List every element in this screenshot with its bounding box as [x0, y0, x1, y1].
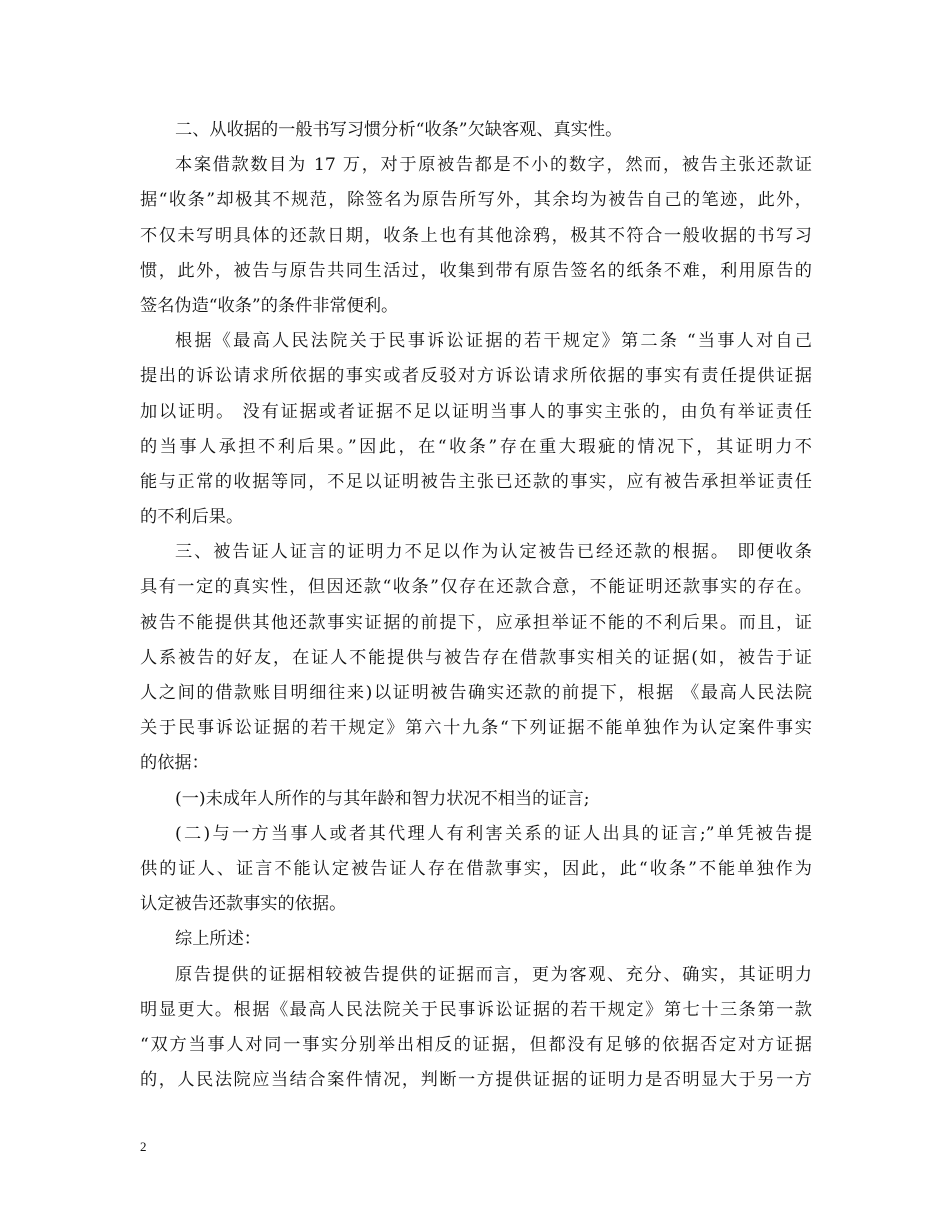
text-line: 人之间的借款账目明细往来)以证明被告确实还款的前提下，根据 《最高人民法院	[140, 683, 812, 703]
text-line: 被告不能提供其他还款事实证据的前提下，应承担举证不能的不利后果。而且，证	[140, 612, 812, 633]
text-line: 的不利后果。	[140, 507, 244, 528]
text-line: 具有一定的真实性，但因还款“收条”仅存在还款合意，不能证明还款事实的存在。	[140, 577, 812, 598]
text-line: 综上所述：	[175, 929, 261, 950]
text-line: 认定被告还款事实的依据。	[140, 894, 347, 915]
page-number: 2	[140, 1139, 147, 1154]
text-line: (一)未成年人所作的与其年龄和智力状况不相当的证言;	[175, 788, 590, 809]
text-line: 的依据：	[140, 753, 209, 774]
text-line: 的，人民法院应当结合案件情况，判断一方提供证据的证明力是否明显大于另一方	[140, 1070, 812, 1091]
body-text	[140, 113, 812, 1098]
text-line: 三、被告证人证言的证明力不足以作为认定被告已经还款的根据。 即便收条	[175, 542, 812, 563]
text-line: 明显更大。根据《最高人民法院关于民事诉讼证据的若干规定》第七十三条第一款	[140, 999, 812, 1020]
text-line: “双方当事人对同一事实分别举出相反的证据，但都没有足够的依据否定对方证据	[140, 1034, 812, 1055]
text-line: 二、从收据的一般书写习惯分析“收条”欠缺客观、真实性。	[175, 120, 623, 140]
text-line: 根据《最高人民法院关于民事诉讼证据的若干规定》第二条 “当事人对自己	[175, 331, 812, 352]
text-line: 本案借款数目为 17 万，对于原被告都是不小的数字，然而，被告主张还款证	[175, 155, 812, 176]
text-line: 能与正常的收据等同，不足以证明被告主张已还款的事实，应有被告承担举证责任	[140, 471, 812, 492]
text-line: 不仅未写明具体的还款日期，收条上也有其他涂鸦，极其不符合一般收据的书写习	[140, 225, 812, 246]
text-line: 原告提供的证据相较被告提供的证据而言，更为客观、充分、确实，其证明力	[175, 964, 812, 985]
text-line: 人系被告的好友，在证人不能提供与被告存在借款事实相关的证据(如，被告于证	[140, 647, 812, 668]
text-line: 的当事人承担不利后果。”因此，在“收条”存在重大瑕疵的情况下，其证明力不	[140, 436, 812, 457]
text-line: 惯，此外，被告与原告共同生活过，收集到带有原告签名的纸条不难，利用原告的	[140, 260, 812, 281]
text-line: 关于民事诉讼证据的若干规定》第六十九条“下列证据不能单独作为认定案件事实	[140, 718, 812, 739]
text-line: 提出的诉讼请求所依据的事实或者反驳对方诉讼请求所依据的事实有责任提供证据	[140, 366, 812, 387]
text-line: 加以证明。 没有证据或者证据不足以证明当事人的事实主张的，由负有举证责任	[140, 401, 812, 422]
text-line: 供的证人、证言不能认定被告证人存在借款事实，因此，此“收条”不能单独作为	[140, 858, 812, 879]
text-line: 签名伪造“收条”的条件非常便利。	[140, 295, 399, 316]
text-line: (二)与一方当事人或者其代理人有利害关系的证人出具的证言;”单凭被告提	[175, 823, 812, 844]
text-line: 据“收条”却极其不规范，除签名为原告所写外，其余均为被告自己的笔迹，此外，	[140, 190, 812, 211]
